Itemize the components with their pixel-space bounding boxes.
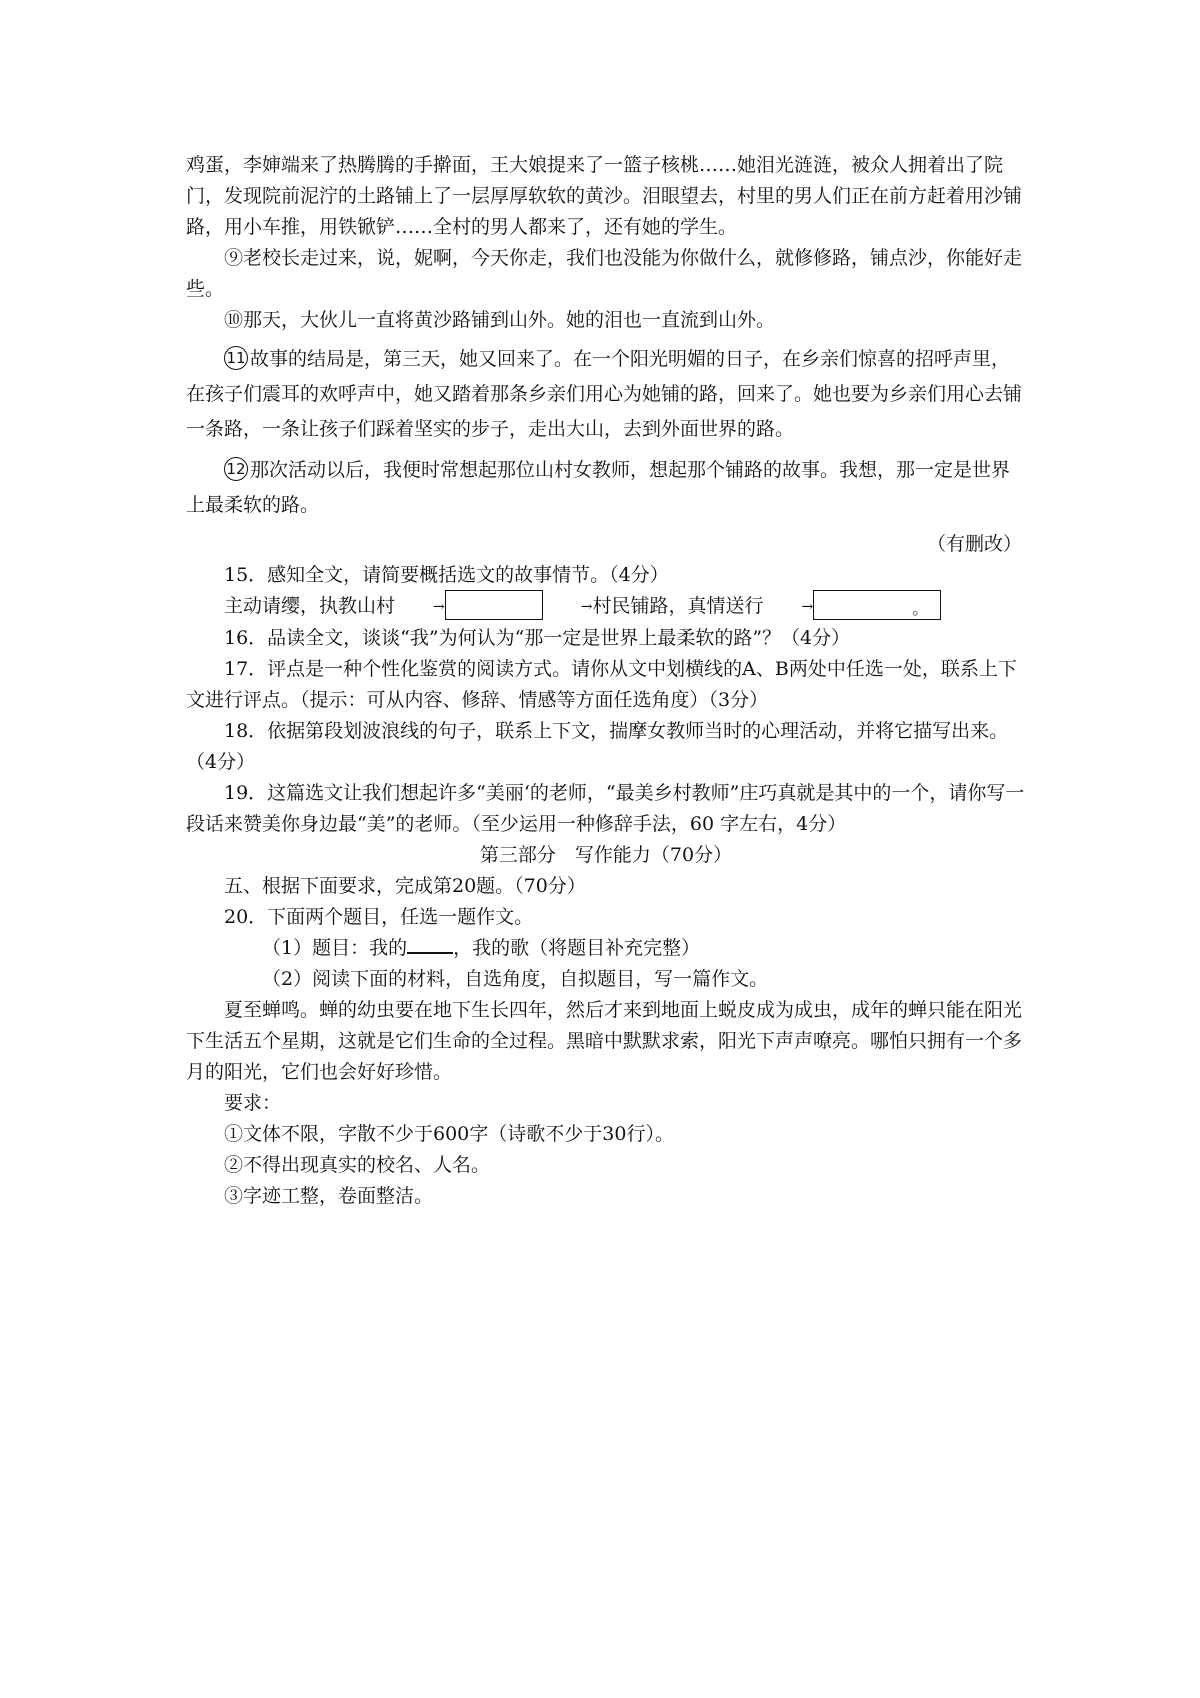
question-17: 17．评点是一种个性化鉴赏的阅读方式。请你从文中划横线的A、B两处中任选一处，联系上下文进行评点。（提示：可从内容、修辞、情感等方面任选角度）（3分） [186,657,1017,711]
paragraph-number-12: 12 [224,457,248,481]
paragraph-number-11: 11 [224,346,248,370]
story-paragraph-9: ⑨老校长走过来，说，妮啊，今天你走，我们也没能为你做什么，就修修路，铺点沙，你能好走些。 [186,247,1023,300]
essay-option-2: （2）阅读下面的材料，自选角度，自拟题目，写一篇作文。 [262,967,769,990]
essay-material: 夏至蝉鸣。蝉的幼虫要在地下生长四年，然后才来到地面上蜕皮成为成虫，成年的蝉只能在阳光下生活五个星期，这就是它们生命的全过程。黑暗中默默求索，阳光下声声嘹亮。哪怕只拥有一个多月的阳光，它们也会好好珍惜。 [186,998,1023,1083]
section-3-instruction: 五、根据下面要求，完成第20题。（70分） [224,874,586,897]
question-18: 18．依据第段划波浪线的句子，联系上下文，揣摩女教师当时的心理活动，并将它描写出来。（4分） [186,719,1009,773]
box-period: 。 [912,599,929,618]
question-16: 16．品读全文，谈谈“我”为何认为“那一定是世界上最柔软的路”？（4分） [224,626,851,649]
exam-page [186,150,1026,1212]
story-paragraph-10: ⑩那天，大伙儿一直将黄沙路铺到山外。她的泪也一直流到山外。 [224,309,776,331]
arrow-icon: → [801,598,814,615]
requirement-3: ③字迹工整，卷面整洁。 [224,1184,434,1207]
story-paragraph-11 [186,342,1026,447]
arrow-icon: → [433,598,445,615]
essay-option-1-prefix: （1）题目：我的 [262,936,408,959]
question-15: 15．感知全文，请简要概括选文的故事情节。（4分） [224,564,669,586]
section-3-heading: 第三部分 写作能力（70分） [479,843,733,866]
essay-option-1 [186,933,1026,964]
requirements-label: 要求： [224,1091,282,1114]
answer-box-1[interactable] [445,590,543,620]
story-paragraph-12 [186,453,1026,523]
story-paragraph-12-text: 那次活动以后，我便时常想起那位山村女教师，想起那个铺路的故事。我想，那一定是世界上最柔软的路。 [186,459,1011,516]
answer-box-2[interactable] [813,590,941,620]
story-paragraph-8-continued: 鸡蛋，李婶端来了热腾腾的手擀面，王大娘提来了一篮子核桃……她泪光涟涟，被众人拥着出了院门，发现院前泥泞的土路铺上了一层厚厚软软的黄沙。泪眼望去，村里的男人们正在前方赶着用沙铺路，用小车推，用铁锨铲……全村的男人都来了，还有她的学生。 [186,154,1023,238]
source-note: （有删改） [926,533,1022,555]
flow-step-3: 村民铺路，真情送行 [592,595,764,617]
essay-option-1-suffix: ，我的歌（将题目补充完整） [453,936,701,959]
flow-step-1: 主动请缨，执教山村 [224,595,396,617]
requirement-1: ①文体不限，字散不少于600字（诗歌不少于30行）。 [224,1122,674,1145]
arrow-icon: → [580,598,593,615]
question-20: 20．下面两个题目，任选一题作文。 [224,905,534,928]
requirement-2: ②不得出现真实的校名、人名。 [224,1153,491,1176]
story-paragraph-11-text: 故事的结局是，第三天，她又回来了。在一个阳光明媚的日子，在乡亲们惊喜的招呼声里，在孩子们震耳的欢呼声中，她又踏着那条乡亲们用心为她铺的路，回来了。她也要为乡亲们用心去铺一条路，一条让孩子们踩着坚实的步子，走出大山，去到外面世界的路。 [186,348,1023,440]
question-15-flowchart [186,591,1026,623]
question-19: 19．这篇选文让我们想起许多“美丽‘的老师，“最美乡村教师”庄巧真就是其中的一个，请你写一段话来赞美你身边最“美”的老师。（至少运用一种修辞手法，60 字左右，4分） [186,781,1025,835]
title-blank[interactable] [407,934,453,954]
